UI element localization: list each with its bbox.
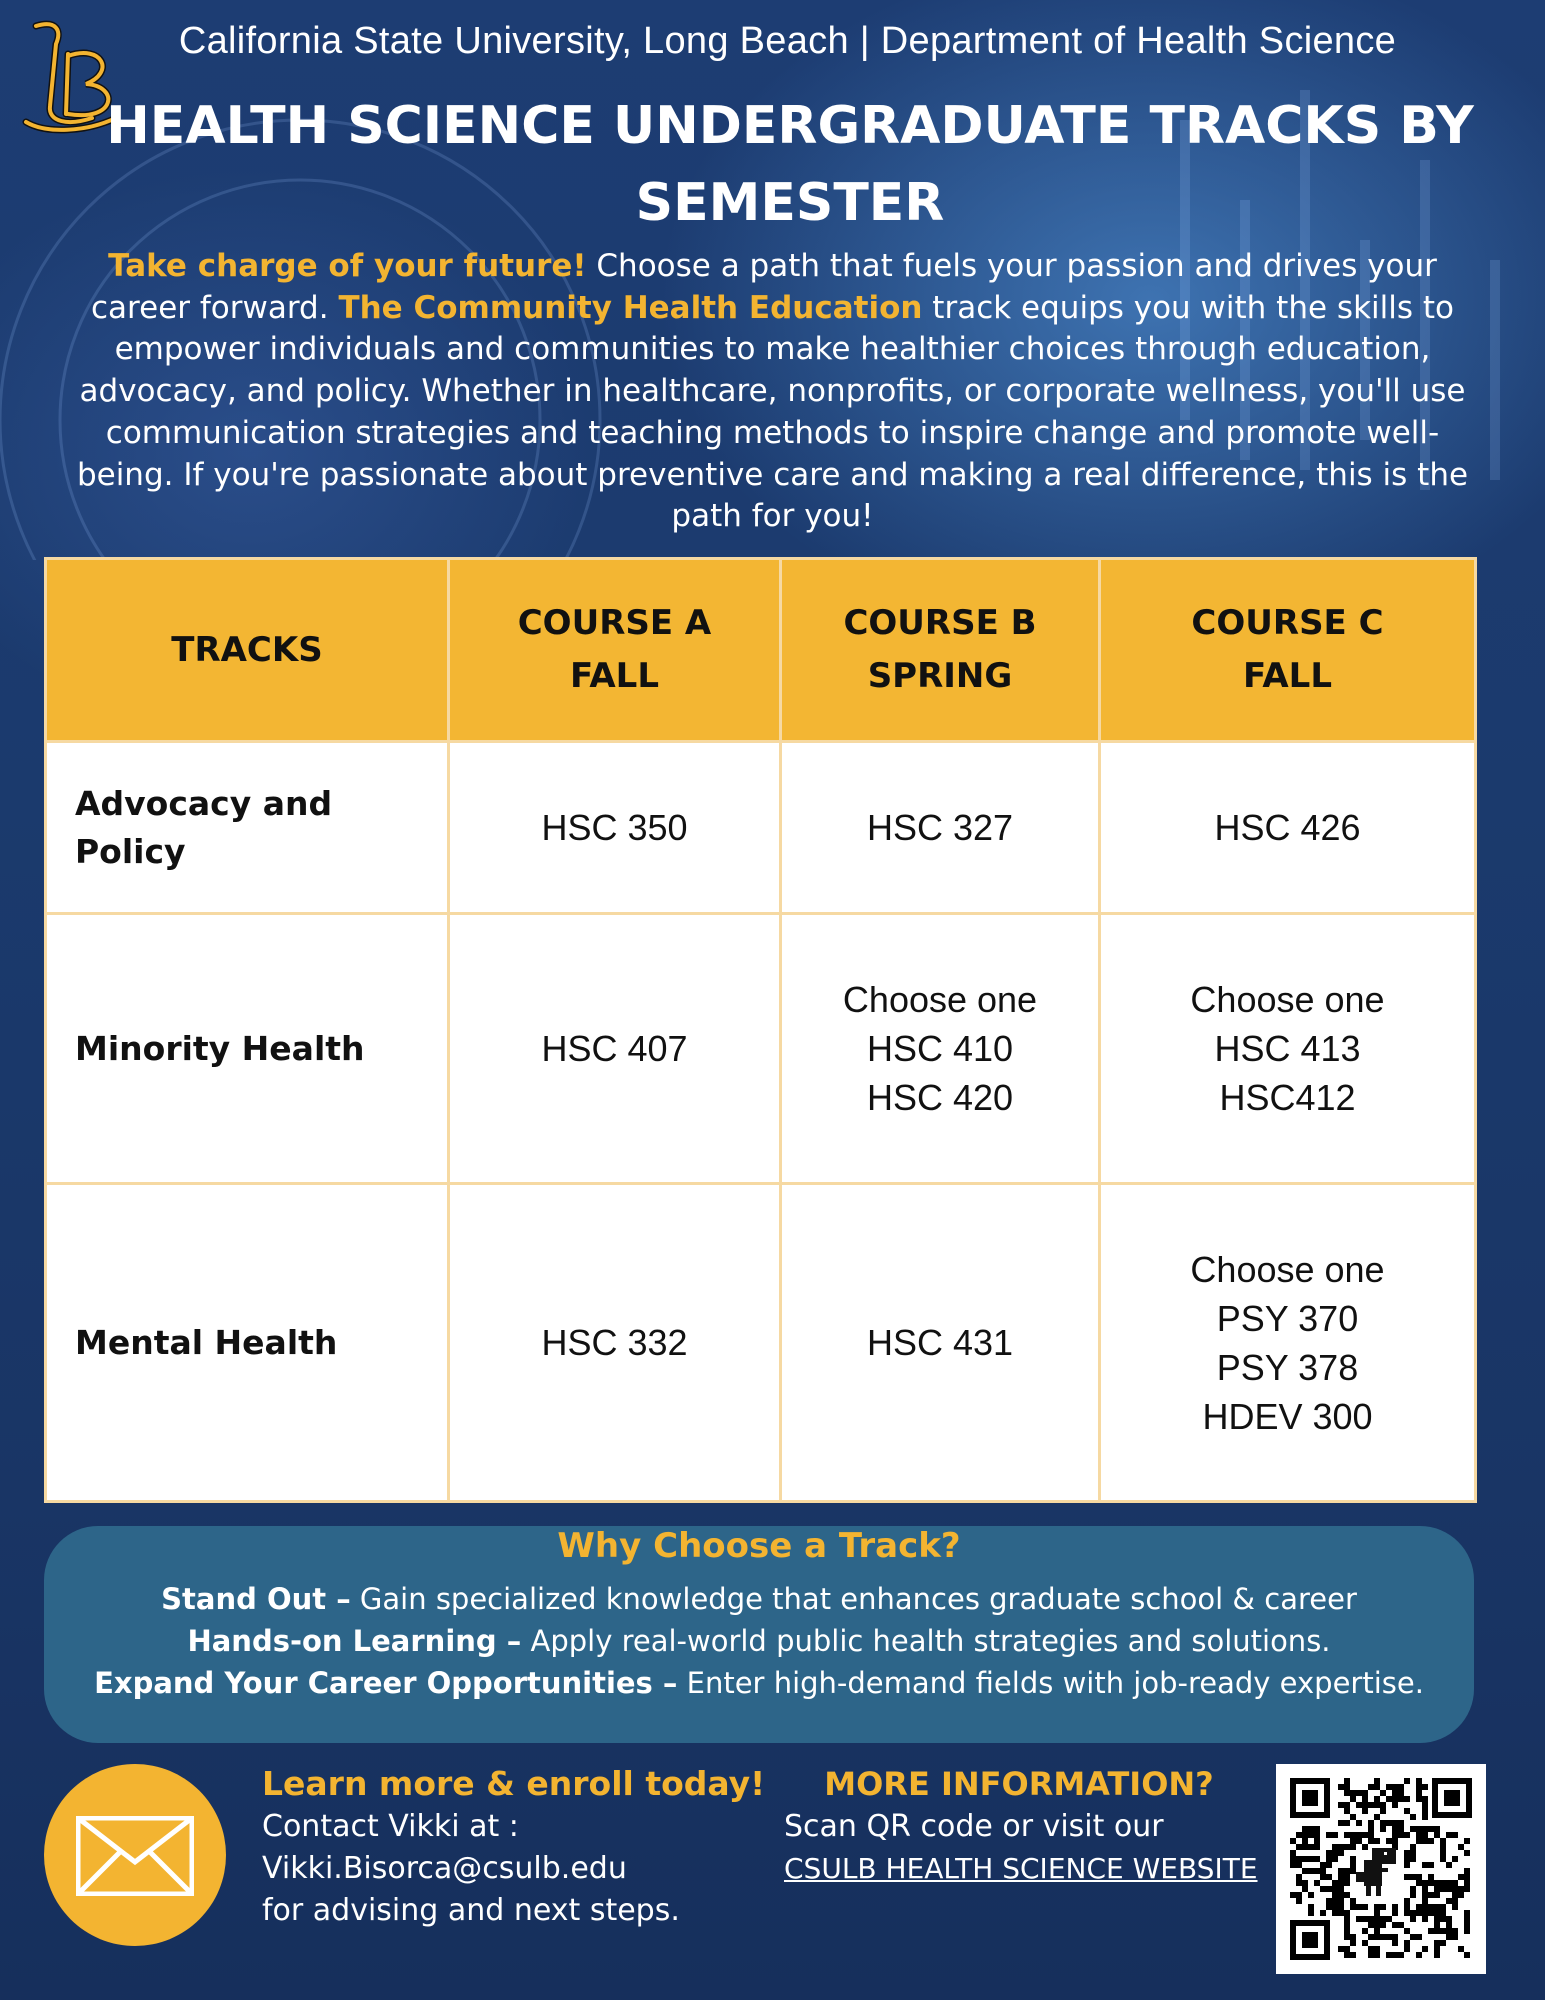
table-header-row	[46, 559, 1476, 742]
course-code: PSY 370	[1216, 1297, 1359, 1339]
why-item-text: Apply real-world public health strategies and solutions.	[521, 1624, 1331, 1658]
header-course-a-term: FALL	[570, 656, 659, 696]
tracks-table	[44, 557, 1477, 1503]
table-row	[46, 914, 1476, 1184]
course-code: HSC 332	[541, 1322, 688, 1363]
course-code: HSC 410	[866, 1028, 1014, 1069]
why-item-label: Stand Out –	[161, 1582, 351, 1616]
header-tracks: TRACKS	[46, 559, 449, 742]
course-code: HSC 413	[1214, 1028, 1361, 1069]
choose-one-label: Choose one	[1190, 979, 1385, 1020]
intro-highlight-2: The Community Health Education	[338, 289, 923, 326]
why-choose-panel	[44, 1526, 1474, 1743]
course-code: PSY 378	[1216, 1346, 1359, 1388]
course-b-cell	[781, 914, 1100, 1184]
contact-email-link[interactable]: Vikki.Bisorca@csulb.edu	[262, 1851, 627, 1886]
course-code: HSC 431	[866, 1322, 1014, 1363]
why-item-label: Hands-on Learning –	[187, 1624, 522, 1658]
track-name: Minority Health	[46, 914, 449, 1184]
more-info-title: MORE INFORMATION?	[824, 1765, 1214, 1803]
course-code: HSC 407	[541, 1028, 688, 1069]
contact-title: Learn more & enroll today!	[262, 1764, 766, 1803]
university-name: California State University, Long Beach | Department of Health Science	[178, 20, 1397, 62]
more-info-block	[784, 1762, 1284, 1890]
header-course-b	[781, 559, 1100, 742]
course-code: HSC 426	[1214, 807, 1361, 848]
course-a-cell	[449, 914, 781, 1184]
header-course-b-term: SPRING	[867, 656, 1013, 696]
course-code: HSC 350	[541, 807, 688, 848]
choose-one-label: Choose one	[842, 979, 1038, 1020]
intro-text-2: track equips you with the skills to empower individuals and communities to make healthier choices through education, advocacy, and policy. Whether in healthcare, nonprofits, or corporate wellness, you'll use communication strategies and teaching methods to inspire change and promote well-being. If you're passionate about preventive care and making a real difference, this is the path for you!	[76, 289, 1469, 535]
website-link[interactable]: CSULB HEALTH SCIENCE WEBSITE	[784, 1852, 1258, 1885]
why-item-hands-on	[44, 1624, 1474, 1658]
contact-line: Contact Vikki at :	[262, 1809, 519, 1844]
course-c-cell	[1100, 914, 1476, 1184]
header-course-c-name: COURSE C	[1191, 603, 1384, 643]
contact-note: for advising and next steps.	[262, 1893, 680, 1928]
why-item-text: Enter high-demand fields with job-ready expertise.	[677, 1666, 1424, 1700]
envelope-icon	[76, 1816, 194, 1896]
course-c-cell	[1100, 742, 1476, 914]
why-item-career	[44, 1666, 1474, 1700]
choose-one-label: Choose one	[1190, 1248, 1385, 1290]
contact-block	[262, 1762, 765, 1932]
page-title: HEALTH SCIENCE UNDERGRADUATE TRACKS BY SEMESTER	[106, 96, 1474, 233]
course-c-cell	[1100, 1184, 1476, 1502]
why-title: Why Choose a Track?	[557, 1526, 961, 1566]
intro-text-1: Choose a path that fuels your passion and drives your career forward.	[91, 248, 1437, 326]
why-item-text: Gain specialized knowledge that enhances graduate school & career	[350, 1582, 1357, 1616]
header-course-c	[1100, 559, 1476, 742]
header-course-c-term: FALL	[1243, 656, 1332, 696]
course-code: HSC 327	[866, 807, 1014, 848]
table-row	[46, 742, 1476, 914]
qr-code-icon[interactable]	[1276, 1764, 1486, 1974]
intro-highlight-1: Take charge of your future!	[108, 248, 587, 284]
course-a-cell	[449, 742, 781, 914]
track-name: Mental Health	[46, 1184, 449, 1502]
table-row	[46, 1184, 1476, 1502]
more-info-line: Scan QR code or visit our	[784, 1809, 1164, 1844]
course-a-cell	[449, 1184, 781, 1502]
course-code: HDEV 300	[1202, 1395, 1373, 1437]
intro-paragraph	[60, 246, 1485, 538]
header-course-a	[449, 559, 781, 742]
why-item-stand-out	[44, 1582, 1474, 1616]
header-course-b-name: COURSE B	[843, 603, 1037, 643]
course-code: HSC412	[1219, 1077, 1356, 1118]
track-name: Advocacy and Policy	[46, 742, 449, 914]
course-b-cell	[781, 1184, 1100, 1502]
email-badge	[44, 1764, 226, 1946]
why-item-label: Expand Your Career Opportunities –	[94, 1666, 678, 1700]
course-code: HSC 420	[866, 1077, 1014, 1118]
course-b-cell	[781, 742, 1100, 914]
header-course-a-name: COURSE A	[517, 603, 712, 643]
